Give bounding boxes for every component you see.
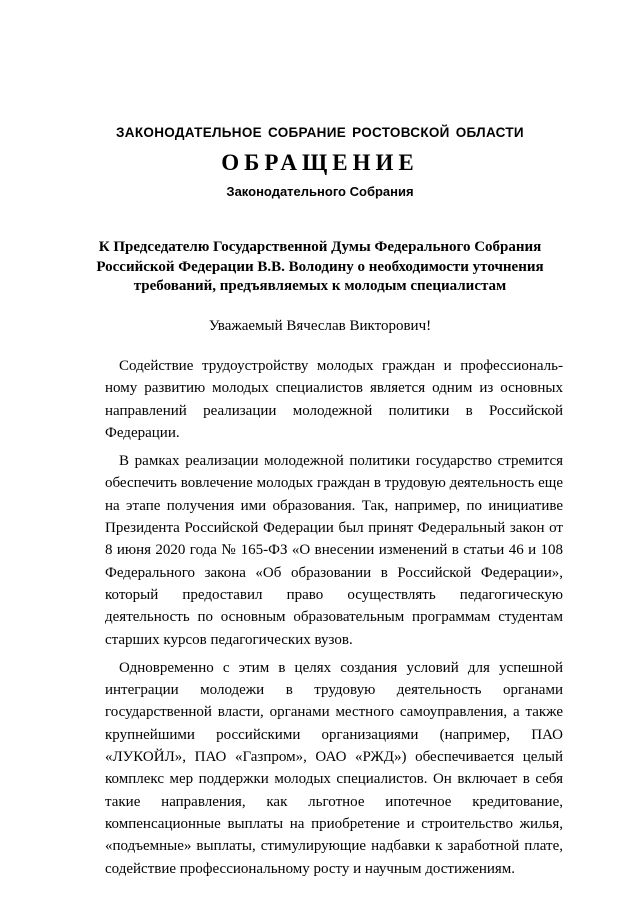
- organization-name: ЗАКОНОДАТЕЛЬНОЕ СОБРАНИЕ РОСТОВСКОЙ ОБЛАСТИ: [116, 125, 524, 140]
- document-body: [105, 355, 563, 886]
- salutation: Уважаемый Вячеслав Викторович!: [208, 318, 432, 334]
- document-subject: К Председателю Государственной Думы Федерального Собрания Российской Федерации В.В. Володину о необходимости уточнения требований, предъявляемых к молодым специалистам: [96, 239, 544, 294]
- document-type-title: ОБРАЩЕНИЕ: [221, 150, 419, 175]
- body-paragraph-1: Содействие трудоустройству молодых граждан и профессиональному развитию молодых специалистов является одним из основных направлений реализации молодежной политики в Российской Федерации.: [105, 358, 563, 441]
- body-paragraph-2: В рамках реализации молодежной политики государство стремится обеспечить вовлечение молодых граждан в трудовую деятельность еще на этапе получения ими образования. Так, например, по инициативе Президента Российской Федерации был принят Федеральный закон от 8 июня 2020 года № 165-ФЗ «О внесении изменений в статьи 46 и 108 Федерального закона «Об образовании в Российской Федерации», который предоставил право осуществлять педагогическую деятельность по основным образовательным программам студентам старших курсов педагогических вузов.: [105, 453, 563, 648]
- body-paragraph-3: Одновременно с этим в целях создания условий для успешной интеграции молодежи в трудовую деятельность органами государственной власти, органами местного самоуправления, а также крупнейшими российскими организациями (например, ПАО «ЛУКОЙЛ», ПАО «Газпром», ОАО «РЖД») обеспечивается целый комплекс мер поддержки молодых специалистов. Он включает в себя такие направления, как льготное ипотечное кредитование, компенсационные выплаты на приобретение и строительство жилья, «подъемные» выплаты, стимулирующие надбавки к заработной плате, содействие профессиональному росту и научным достижениям.: [105, 659, 563, 877]
- document-subtitle: Законодательного Собрания: [226, 184, 414, 199]
